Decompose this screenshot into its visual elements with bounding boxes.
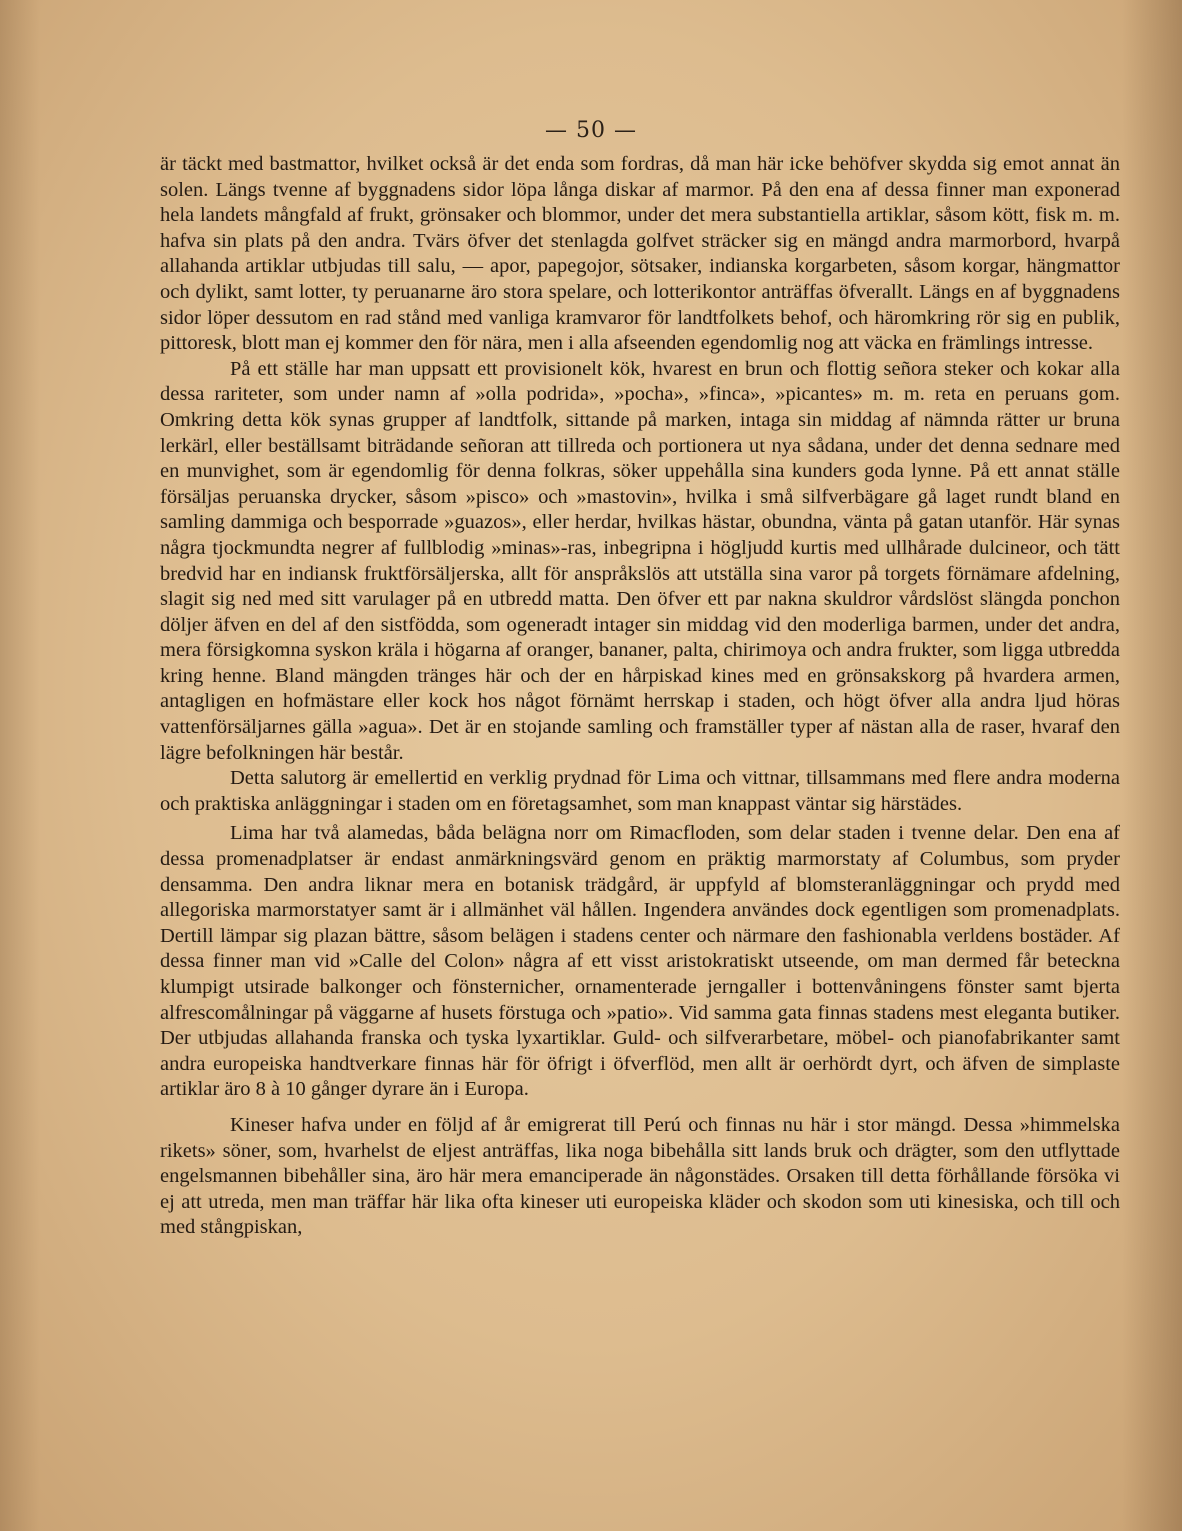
page-edge-shadow <box>1122 0 1182 1531</box>
paragraph-4: Lima har två alamedas, båda belägna norr om Rimacfloden, som delar staden i tvenne delar. Den ena af dessa promenadplatser är endast anmärkningsvärd genom en präktig marmorstaty af Columbus, som pryder densamma. Den andra liknar mera en botanisk trädgård, är uppfyld af blomsteranläggningar och prydd med allegoriska marmorstatyer samt är i allmänhet väl hållen. Ingendera användes dock egentligen som promenadplats. Dertill lämpar sig plazan bättre, såsom belägen i stadens center och närmare den fashionabla verldens bostäder. Af dessa finner man vid »Calle del Colon» några af ett visst aristokratiskt utseende, om man dermed får beteckna klumpigt utsirade balkonger och fönsternicher, ornamenterade jerngaller i bottenvåningens fönster samt bjerta alfrescomålningar på väggarne af husets förstuga och »patio». Vid samma gata finnas stadens mest eleganta butiker. Der utbjudas allahanda franska och tyska lyxartiklar. Guld- och silfverarbetare, möbel- och pianofabrikanter samt andra europeiska handtverkare finnas här för öfrigt i öfverflöd, men allt är oerhördt dyrt, och äfven de simplaste artiklar äro 8 à 10 gånger dyrare än i Europa. <box>160 822 1120 1101</box>
paragraph-1: är täckt med bastmattor, hvilket också är det enda som fordras, då man här icke behöfver skydda sig emot annat än solen. Längs tvenne af byggnadens sidor löpa långa diskar af marmor. På den ena af dessa finner man exponerad hela landets mångfald af frukt, grönsaker och blommor, under det mera substantiella artiklar, såsom kött, fisk m. m. hafva sin plats på den andra. Tvärs öfver det stenlagda golfvet sträcker sig en mängd andra marmorbord, hvarpå allahanda artiklar utbjudas till salu, — apor, papegojor, sötsaker, indianska korgarbeten, såsom korgar, hängmattor och dylikt, samt lotter, ty peruanarne äro stora spelare, och lotterikontor anträffas öfverallt. Längs en af byggnadens sidor löper dessutom en rad stånd med vanliga kramvaror för landtfolkets behof, och häromkring rör sig en publik, pittoresk, blott man ej kommer den för nära, men i alla afseenden egendomlig nog att väcka en främlings intresse. <box>160 153 1120 355</box>
paragraph-5: Kineser hafva under en följd af år emigrerat till Perú och finnas nu här i stor mängd. Dessa »himmelska rikets» söner, som, hvarhelst de eljest anträffas, lika noga bibehålla sitt lands bruk och drägter, som den utflyttade engelsmannen bibehåller sina, äro här mera emanciperade än någonstädes. Orsaken till detta förhållande försöka vi ej att utreda, men man träffar här lika ofta kineser uti europeiska kläder och skodon som uti kinesiska, och till och med stångpiskan, <box>160 1113 1120 1239</box>
paragraph-2: På ett ställe har man uppsatt ett provisionelt kök, hvarest en brun och flottig señora steker och kokar alla dessa rariteter, som under namn af »olla podrida», »pocha», »finca», »picantes» m. m. reta en peruans gom. Omkring detta kök synas grupper af landtfolk, sittande på marken, intaga sin middag af nämnda rätter ur bruna lerkärl, eller beställsamt biträdande señoran att tillreda och portionera ut nya sådana, under det denna sednare med en munvighet, som är egendomlig för denna folkras, söker uppehålla sina kunders goda lynne. På ett annat ställe försäljas peruanska drycker, såsom »pisco» och »mastovin», hvilka i små silfverbägare gå laget rundt bland en samling dammiga och besporrade »guazos», eller herdar, hvilkas hästar, obundna, vänta på gatan utanför. Här synas några tjockmundta negrer af fullblodig »minas»-ras, inbegripna i högljudd kurtis med ullhårade dulcineor, och tätt bredvid har en indiansk fruktförsäljerska, allt för anspråkslös att utställa sina varor på torgets förnämare afdelning, slagit sig ned med sitt varulager på en utbredd matta. Den öfver ett par nakna skuldror vårdslöst slängda ponchon döljer äfven en del af den sistfödda, som ogeneradt intager sin middag vid den moderliga barmen, under det andra, mera försigkomna syskon kräla i högarna af oranger, bananer, palta, chirimoya och andra frukter, som ligga utbredda kring henne. Bland mängden tränges här och der en hårpiskad kines med en grönsakskorg på hvardera armen, antagligen en hofmästare eller kock hos något förnämt herrskap i staden, och högt öfver alla andra ljud höras vattenförsäljarnes gälla »agua». Det är en stojande samling och framställer typer af nästan alla de raser, hvaraf den lägre befolkningen här består. <box>160 357 1120 764</box>
page-gutter-shadow <box>0 0 40 1531</box>
paragraph-3: Detta salutorg är emellertid en verklig prydnad för Lima och vittnar, tillsammans med flere andra moderna och praktiska anläggningar i staden om en företagsamhet, som man knappast väntar sig härstädes. <box>160 767 1120 815</box>
body-text <box>160 152 1120 1241</box>
page-number: — 50 — <box>545 118 637 143</box>
